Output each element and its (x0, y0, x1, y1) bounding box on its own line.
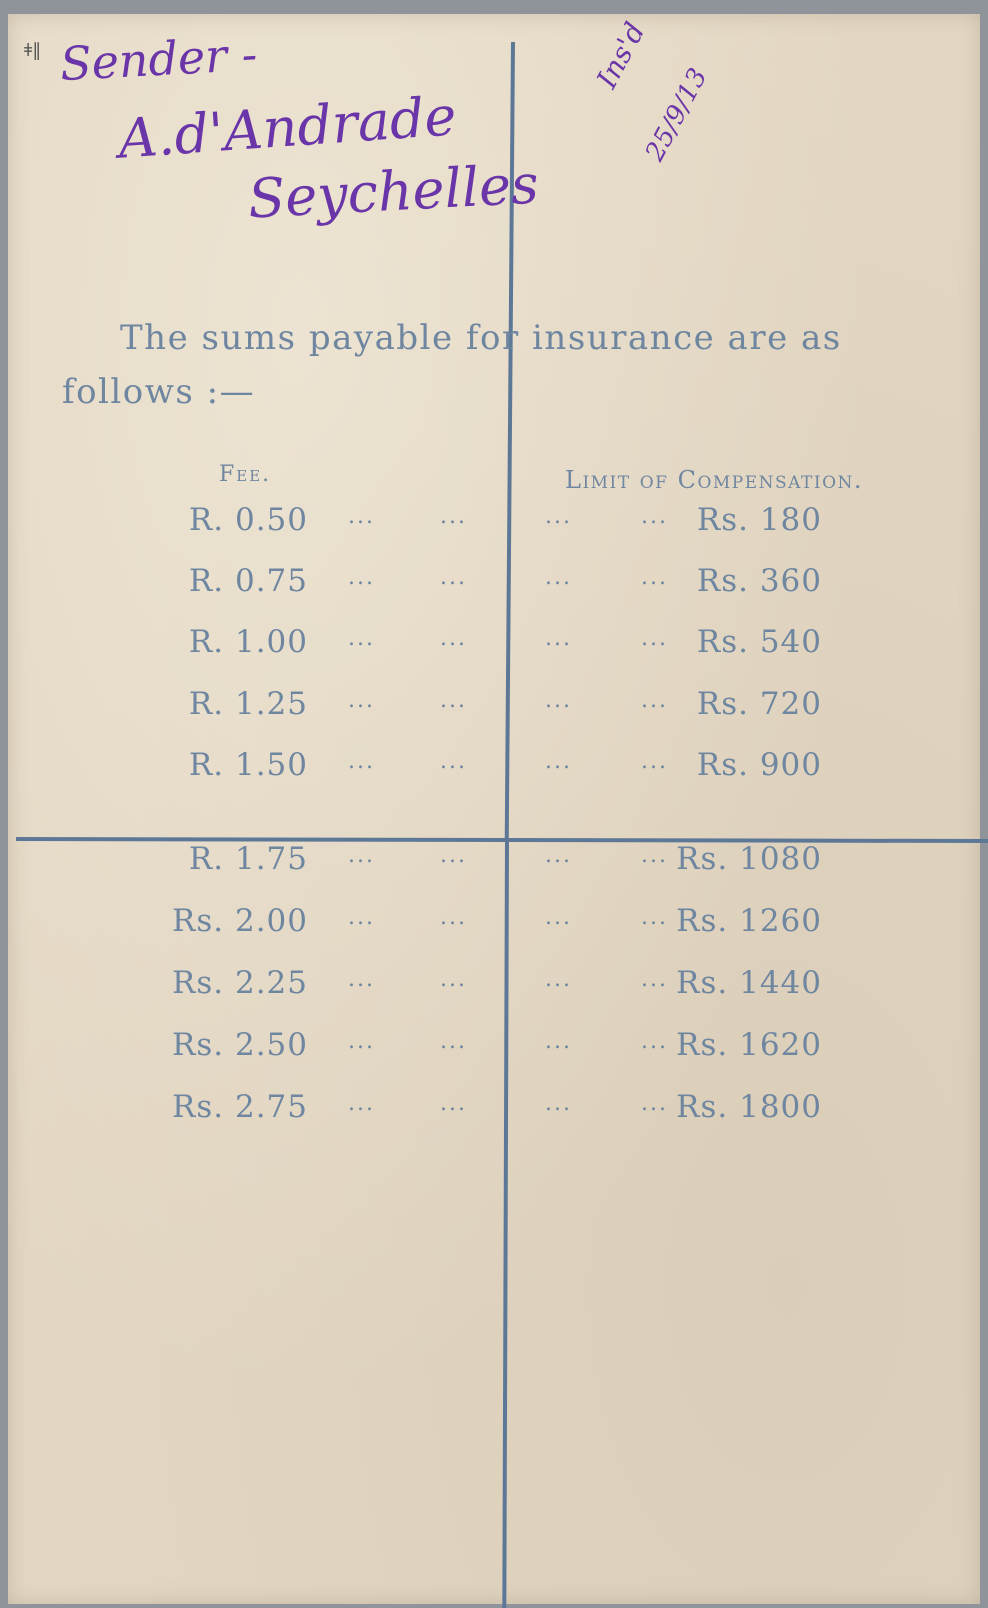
leader-dots: ... (440, 626, 467, 651)
leader-dots: ... (545, 967, 572, 992)
leader-dots: ... (641, 843, 668, 868)
fee-value: Rs. 2.25 (172, 965, 308, 1001)
fee-value: R. 1.00 (188, 624, 308, 660)
fee-value: Rs. 2.50 (172, 1027, 308, 1063)
intro-text-line1: The sums payable for insurance are as (120, 318, 842, 358)
leader-dots: ... (641, 688, 668, 713)
leader-dots: ... (545, 688, 572, 713)
leader-dots: ... (545, 749, 572, 774)
table-row (0, 1089, 988, 1129)
table-row (0, 624, 988, 664)
table-row (0, 1027, 988, 1067)
table-row (0, 965, 988, 1005)
table-row (0, 502, 988, 542)
compensation-value: Rs. 1800 (676, 1089, 822, 1125)
edge-pencil-mark: ǂ‖ (24, 40, 42, 61)
leader-dots: ... (348, 749, 375, 774)
leader-dots: ... (545, 1091, 572, 1116)
leader-dots: ... (348, 967, 375, 992)
fee-value: Rs. 2.75 (172, 1089, 308, 1125)
leader-dots: ... (440, 843, 467, 868)
fee-value: Rs. 2.00 (172, 903, 308, 939)
leader-dots: ... (440, 504, 467, 529)
leader-dots: ... (440, 905, 467, 930)
leader-dots: ... (545, 905, 572, 930)
leader-dots: ... (545, 1029, 572, 1054)
leader-dots: ... (641, 967, 668, 992)
leader-dots: ... (440, 967, 467, 992)
leader-dots: ... (348, 688, 375, 713)
compensation-value: Rs. 180 (696, 502, 822, 538)
leader-dots: ... (641, 504, 668, 529)
leader-dots: ... (641, 626, 668, 651)
leader-dots: ... (440, 1091, 467, 1116)
leader-dots: ... (641, 749, 668, 774)
leader-dots: ... (545, 565, 572, 590)
intro-text-line2: follows :— (62, 372, 256, 412)
handwritten-sender-label: Sender - (58, 26, 259, 92)
leader-dots: ... (348, 843, 375, 868)
handwritten-note-date: 25/9/13 (640, 63, 714, 167)
compensation-value: Rs. 360 (696, 563, 822, 599)
table-row (0, 903, 988, 943)
fee-column-header: Fee. (219, 462, 272, 487)
fee-value: R. 0.75 (188, 563, 308, 599)
leader-dots: ... (440, 688, 467, 713)
compensation-value: Rs. 1260 (676, 903, 822, 939)
leader-dots: ... (545, 626, 572, 651)
handwritten-sender-place: Seychelles (246, 152, 541, 231)
compensation-value: Rs. 1080 (676, 841, 822, 877)
leader-dots: ... (348, 626, 375, 651)
fee-value: R. 1.50 (188, 747, 308, 783)
table-row (0, 686, 988, 726)
leader-dots: ... (440, 1029, 467, 1054)
leader-dots: ... (348, 905, 375, 930)
compensation-value: Rs. 720 (696, 686, 822, 722)
compensation-value: Rs. 540 (696, 624, 822, 660)
compensation-value: Rs. 900 (696, 747, 822, 783)
leader-dots: ... (348, 504, 375, 529)
envelope-back (8, 14, 980, 1604)
compensation-value: Rs. 1440 (676, 965, 822, 1001)
leader-dots: ... (348, 1091, 375, 1116)
leader-dots: ... (641, 1029, 668, 1054)
leader-dots: ... (641, 905, 668, 930)
vertical-rule-bottom (502, 840, 509, 1608)
fee-value: R. 0.50 (188, 502, 308, 538)
leader-dots: ... (440, 565, 467, 590)
fee-value: R. 1.25 (188, 686, 308, 722)
table-row (0, 841, 988, 881)
handwritten-sender-name: A.d'Andrade (116, 84, 459, 171)
compensation-value: Rs. 1620 (676, 1027, 822, 1063)
leader-dots: ... (348, 565, 375, 590)
leader-dots: ... (545, 843, 572, 868)
leader-dots: ... (641, 565, 668, 590)
handwritten-note-insured: Ins'd (590, 16, 652, 94)
table-row (0, 747, 988, 787)
table-row (0, 563, 988, 603)
leader-dots: ... (545, 504, 572, 529)
leader-dots: ... (440, 749, 467, 774)
fee-value: R. 1.75 (188, 841, 308, 877)
leader-dots: ... (348, 1029, 375, 1054)
compensation-column-header: Limit of Compensation. (565, 466, 864, 494)
leader-dots: ... (641, 1091, 668, 1116)
